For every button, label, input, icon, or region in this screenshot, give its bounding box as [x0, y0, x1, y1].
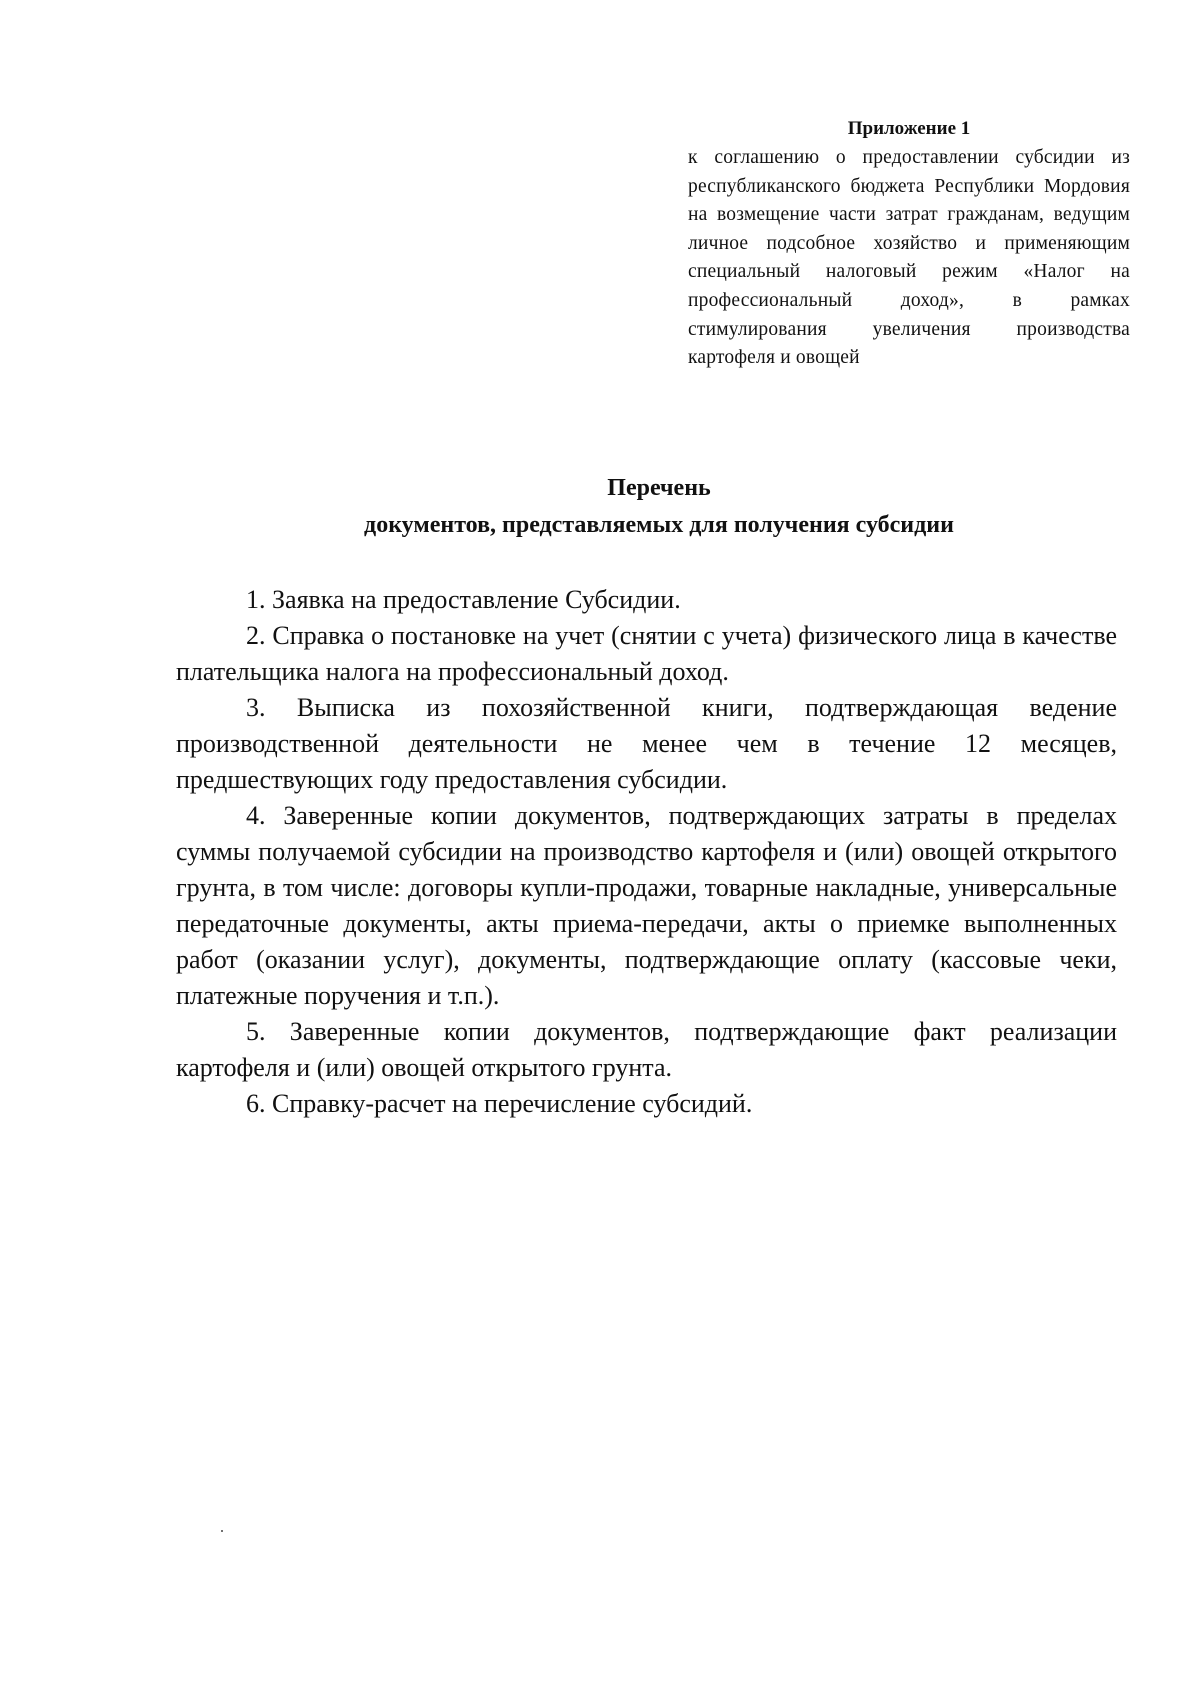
scan-speck	[221, 1530, 223, 1532]
list-item-3: 3. Выписка из похозяйственной книги, подтверждающая ведение производственной деятельности не менее чем в течение 12 месяцев, предшествующих году предоставления субсидии.	[176, 693, 1117, 794]
document-list	[176, 582, 1117, 1122]
list-item-1: 1. Заявка на предоставление Субсидии.	[246, 585, 681, 614]
heading-line-2: документов, представляемых для получения субсидии	[364, 512, 954, 538]
appendix-text: к соглашению о предоставлении субсидии из республиканского бюджета Республики Мордовия на возмещение части затрат гражданам, ведущим личное подсобное хозяйство и применяющим специальный налоговый режим «Налог на профессиональный доход», в рамках стимулирования увеличения производства картофеля и овощей	[688, 147, 1130, 369]
appendix-title: Приложение 1	[847, 118, 971, 139]
heading-line-1: Перечень	[607, 475, 711, 501]
list-item-2: 2. Справка о постановке на учет (снятии с учета) физического лица в качестве плательщика налога на профессиональный доход.	[176, 621, 1117, 686]
list-item-5: 5. Заверенные копии документов, подтверждающие факт реализации картофеля и (или) овощей открытого грунта.	[176, 1017, 1117, 1082]
appendix-block	[688, 116, 1130, 373]
list-item-6: 6. Справку-расчет на перечисление субсидий.	[246, 1089, 753, 1118]
list-item-4: 4. Заверенные копии документов, подтверждающих затраты в пределах суммы получаемой субсидии на производство картофеля и (или) овощей открытого грунта, в том числе: договоры купли-продажи, товарные накладные, универсальные передаточные документы, акты приема-передачи, акты о приемке выполненных работ (оказании услуг), документы, подтверждающие оплату (кассовые чеки, платежные поручения и т.п.).	[176, 801, 1117, 1010]
document-heading	[0, 470, 1200, 544]
